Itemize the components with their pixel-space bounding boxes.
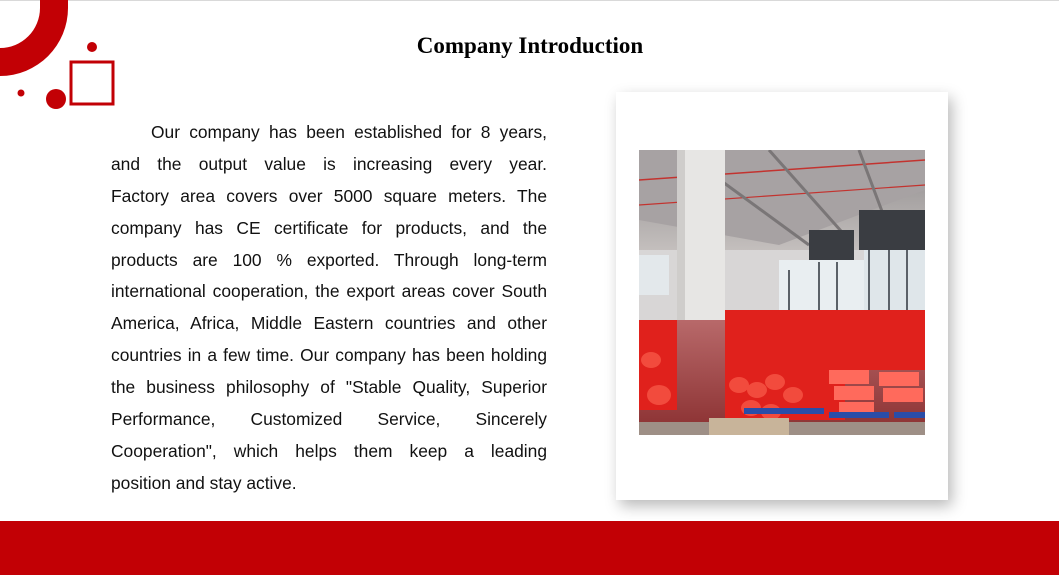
paragraph-line: America, Africa, Middle Eastern countries and other bbox=[111, 313, 547, 334]
decor-square-outline bbox=[71, 62, 113, 104]
top-divider bbox=[0, 0, 1059, 1]
intro-paragraph bbox=[111, 117, 547, 500]
factory-photo bbox=[639, 150, 925, 435]
decor-dot-tiny bbox=[18, 90, 25, 97]
paragraph-line: the business philosophy of "Stable Quality, Superior bbox=[111, 377, 547, 398]
paragraph-line: Our company has been established for 8 years, bbox=[151, 122, 547, 142]
paragraph-line: and the output value is increasing every year. bbox=[111, 153, 547, 174]
paragraph-line: position and stay active. bbox=[111, 472, 297, 493]
paragraph-line: company has CE certificate for products, and the bbox=[111, 217, 547, 238]
photo-card bbox=[616, 92, 948, 500]
paragraph-line: products are 100 % exported. Through long-term bbox=[111, 249, 547, 270]
paragraph-line: Factory area covers over 5000 square meters. The bbox=[111, 185, 547, 206]
paragraph-line: international cooperation, the export areas cover South bbox=[111, 281, 547, 302]
paragraph-line: Cooperation", which helps them keep a leading bbox=[111, 440, 547, 461]
paragraph-line: countries in a few time. Our company has been holding bbox=[111, 345, 547, 366]
corner-arc-shape bbox=[0, 0, 68, 76]
decor-dot-large bbox=[46, 89, 66, 109]
footer-band bbox=[0, 521, 1059, 575]
paragraph-line: Performance, Customized Service, Sincerely bbox=[111, 409, 547, 430]
corner-decoration bbox=[0, 0, 130, 120]
factory-illustration bbox=[639, 150, 925, 435]
decor-dot-small bbox=[87, 42, 97, 52]
page-title: Company Introduction bbox=[416, 33, 644, 58]
